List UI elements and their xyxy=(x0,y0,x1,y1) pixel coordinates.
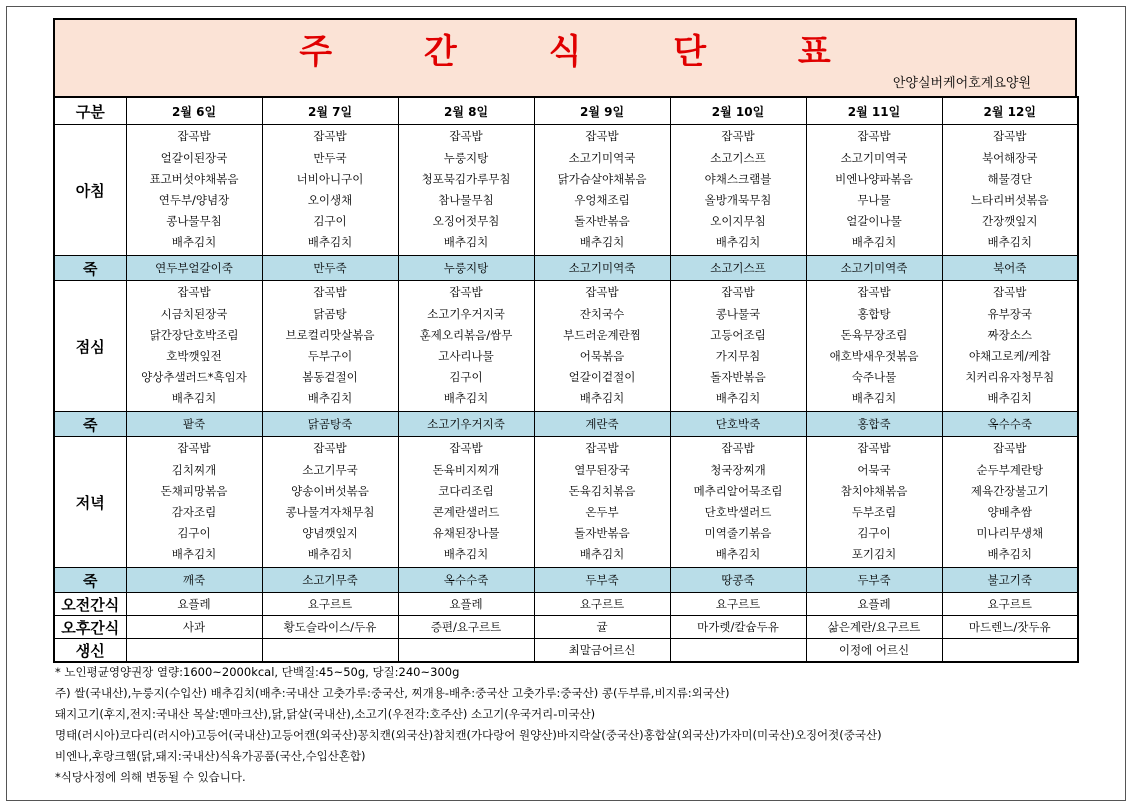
menu-item: 유채된장나물 xyxy=(432,526,500,541)
footnote-line: 명태(러시아)코다리(러시아)고등어(국내산)고등어캔(외국산)꽁치캔(외국산)참치캔(가다랑어 원양산)바지락살(중국산)홍합살(외국산)가자미(미국산)오징어젓(중국산) xyxy=(55,728,882,742)
menu-item: 느타리버섯볶음 xyxy=(970,193,1049,207)
menu-item: 오이생채 xyxy=(307,193,353,207)
snack-row xyxy=(54,593,1078,616)
menu-item: 오징어젓무침 xyxy=(432,214,500,229)
porridge-cell: 단호박죽 xyxy=(670,412,806,437)
menu-item: 단호박샐러드 xyxy=(704,505,772,519)
menu-item: 무나물 xyxy=(857,193,891,207)
menu-item: 잡곡밥 xyxy=(857,285,891,300)
menu-item: 미역줄기볶음 xyxy=(704,526,772,541)
menu-item: 우엉채조림 xyxy=(574,193,630,207)
menu-item: 배추김치 xyxy=(715,547,761,562)
meal-cell xyxy=(126,281,262,412)
meal-cell xyxy=(806,281,942,412)
porridge-cell: 소고기스프 xyxy=(670,256,806,281)
meal-cell xyxy=(670,437,806,568)
menu-item: 배추김치 xyxy=(443,547,489,562)
snack-cell: 요구르트 xyxy=(262,593,398,616)
snack-cell xyxy=(126,639,262,663)
menu-item: 잡곡밥 xyxy=(585,285,619,300)
menu-item: 잡곡밥 xyxy=(993,441,1027,456)
meal-cell xyxy=(806,125,942,256)
menu-item: 간장깻잎지 xyxy=(981,214,1038,229)
menu-item: 배추김치 xyxy=(579,391,625,406)
menu-item: 잡곡밥 xyxy=(177,285,211,300)
menu-item: 코다리조림 xyxy=(438,483,494,498)
menu-item: 야채고로케/케찹 xyxy=(968,349,1051,363)
meal-row xyxy=(54,437,1078,568)
menu-item: 잡곡밥 xyxy=(993,129,1027,144)
menu-item: 두부구이 xyxy=(307,349,353,363)
menu-item: 가지무침 xyxy=(715,349,761,363)
porridge-cell: 팥죽 xyxy=(126,412,262,437)
menu-item: 김구이 xyxy=(177,526,211,541)
meal-label: 아침 xyxy=(54,125,126,256)
menu-item: 감자조림 xyxy=(171,505,217,519)
snack-cell xyxy=(262,639,398,663)
porridge-label: 죽 xyxy=(54,256,126,281)
menu-item: 만두국 xyxy=(313,150,347,165)
menu-item: 참치야채볶음 xyxy=(840,483,908,498)
snack-cell: 최말금어르신 xyxy=(534,639,670,663)
snack-cell: 마가렛/칼슘두유 xyxy=(670,616,806,639)
snack-cell: 요구르트 xyxy=(534,593,670,616)
porridge-cell: 소고기미역죽 xyxy=(534,256,670,281)
meal-row xyxy=(54,125,1078,256)
porridge-cell: 누룽지탕 xyxy=(398,256,534,281)
menu-item: 온두부 xyxy=(585,505,619,519)
menu-item: 훈제오리볶음/쌈무 xyxy=(419,327,513,342)
snack-row xyxy=(54,616,1078,639)
porridge-cell: 깨죽 xyxy=(126,568,262,593)
menu-item: 닭가슴살야채볶음 xyxy=(557,171,647,186)
menu-item: 봄동겉절이 xyxy=(302,370,358,385)
day-header: 2월 6일 xyxy=(126,97,262,125)
porridge-cell: 소고기무죽 xyxy=(262,568,398,593)
menu-item: 잡곡밥 xyxy=(313,285,347,300)
menu-item: 잡곡밥 xyxy=(721,129,755,144)
menu-item: 잡곡밥 xyxy=(585,129,619,144)
menu-item: 돌자반볶음 xyxy=(574,526,630,541)
menu-item: 배추김치 xyxy=(171,235,217,250)
menu-item: 양상추샐러드*흑임자 xyxy=(141,370,247,385)
menu-item: 배추김치 xyxy=(987,547,1032,562)
menu-item: 잡곡밥 xyxy=(449,441,483,456)
menu-item: 시금치된장국 xyxy=(160,306,228,321)
menu-item: 잡곡밥 xyxy=(313,129,347,144)
snack-cell: 요플레 xyxy=(398,593,534,616)
menu-item: 고사리나물 xyxy=(438,349,494,363)
meal-cell xyxy=(534,281,670,412)
snack-cell xyxy=(398,639,534,663)
menu-item: 애호박새우젓볶음 xyxy=(829,349,919,363)
snack-cell: 증편/요구르트 xyxy=(398,616,534,639)
porridge-label: 죽 xyxy=(54,412,126,437)
snack-label: 오전간식 xyxy=(54,593,126,616)
menu-item: 잡곡밥 xyxy=(721,285,755,300)
snack-row xyxy=(54,639,1078,663)
menu-item: 소고기우거지국 xyxy=(427,306,505,321)
menu-item: 잡곡밥 xyxy=(449,129,483,144)
menu-item: 해물경단 xyxy=(987,171,1032,186)
menu-item: 배추김치 xyxy=(579,235,625,250)
menu-item: 배추김치 xyxy=(987,391,1032,406)
menu-item: 배추김치 xyxy=(851,391,897,406)
snack-label: 오후간식 xyxy=(54,616,126,639)
menu-item: 잡곡밥 xyxy=(177,129,211,144)
snack-cell: 요구르트 xyxy=(670,593,806,616)
menu-item: 배추김치 xyxy=(171,547,217,562)
menu-item: 소고기무국 xyxy=(302,462,358,477)
menu-item: 돈육무장조림 xyxy=(840,327,908,342)
porridge-cell: 두부죽 xyxy=(806,568,942,593)
menu-item: 잡곡밥 xyxy=(177,441,211,456)
meal-cell xyxy=(534,437,670,568)
menu-item: 열무된장국 xyxy=(574,462,630,477)
menu-item: 포기김치 xyxy=(851,547,897,562)
menu-item: 소고기스프 xyxy=(710,150,766,165)
menu-item: 소고기미역국 xyxy=(568,150,636,165)
meal-cell xyxy=(942,437,1078,568)
porridge-cell: 홍합죽 xyxy=(806,412,942,437)
menu-item: 홍합탕 xyxy=(857,306,891,321)
menu-item: 배추김치 xyxy=(171,391,217,406)
snack-cell: 귤 xyxy=(534,616,670,639)
footnote-line: * 노인평균영양권장 열량:1600~2000kcal, 단백질:45~50g, 당질:240~300g xyxy=(55,665,460,679)
meal-row xyxy=(54,281,1078,412)
footnote-line: *식당사정에 의해 변동될 수 있습니다. xyxy=(55,770,246,784)
menu-item: 표고버섯야채볶음 xyxy=(149,171,239,186)
porridge-cell: 북어죽 xyxy=(942,256,1078,281)
menu-item: 닭간장단호박조림 xyxy=(149,327,239,342)
menu-item: 배추김치 xyxy=(987,235,1032,250)
porridge-cell: 불고기죽 xyxy=(942,568,1078,593)
porridge-row xyxy=(54,256,1078,281)
snack-cell: 사과 xyxy=(126,616,262,639)
menu-item: 김구이 xyxy=(449,370,483,385)
day-header: 2월 9일 xyxy=(534,97,670,125)
snack-cell: 요플레 xyxy=(806,593,942,616)
menu-item: 콩나물겨자채무침 xyxy=(285,505,375,519)
menu-item: 잡곡밥 xyxy=(993,285,1027,300)
meal-cell xyxy=(942,125,1078,256)
meal-cell xyxy=(262,281,398,412)
snack-cell: 황도슬라이스/두유 xyxy=(262,616,398,639)
menu-item: 누룽지탕 xyxy=(443,150,489,165)
day-header: 2월 12일 xyxy=(942,97,1078,125)
menu-item: 돈육비지찌개 xyxy=(432,462,500,477)
meal-cell xyxy=(942,281,1078,412)
porridge-row xyxy=(54,568,1078,593)
menu-item: 청포묵김가루무침 xyxy=(421,171,511,186)
meal-cell xyxy=(398,437,534,568)
menu-item: 잡곡밥 xyxy=(313,441,347,456)
meal-cell xyxy=(534,125,670,256)
menu-item: 김구이 xyxy=(857,526,891,541)
footnotes xyxy=(55,662,882,788)
menu-sheet xyxy=(53,18,1077,663)
day-header: 2월 11일 xyxy=(806,97,942,125)
menu-item: 두부조림 xyxy=(851,505,897,519)
menu-item: 배추김치 xyxy=(307,547,353,562)
menu-item: 배추김치 xyxy=(851,235,897,250)
menu-item: 콩나물국 xyxy=(715,306,761,321)
porridge-cell: 땅콩죽 xyxy=(670,568,806,593)
menu-item: 양송이버섯볶음 xyxy=(291,483,369,498)
menu-item: 제육간장불고기 xyxy=(970,483,1049,498)
category-header: 구분 xyxy=(54,97,126,125)
porridge-cell: 소고기우거지죽 xyxy=(398,412,534,437)
menu-item: 연두부/양념장 xyxy=(158,193,230,207)
menu-item: 짜장소스 xyxy=(987,327,1032,342)
menu-item: 배추김치 xyxy=(715,235,761,250)
menu-item: 얼갈이나물 xyxy=(846,214,902,229)
snack-cell xyxy=(942,639,1078,663)
menu-item: 오이지무침 xyxy=(710,214,766,229)
meal-cell xyxy=(670,281,806,412)
snack-cell: 마드렌느/잣두유 xyxy=(942,616,1078,639)
menu-item: 얼갈이된장국 xyxy=(160,150,228,165)
menu-item: 야채스크램블 xyxy=(704,171,772,186)
menu-item: 청국장찌개 xyxy=(710,462,766,477)
menu-item: 숙주나물 xyxy=(851,370,897,385)
menu-item: 김구이 xyxy=(313,214,347,229)
porridge-cell: 닭곰탕죽 xyxy=(262,412,398,437)
menu-item: 부드러운계란찜 xyxy=(563,327,641,342)
day-header: 2월 10일 xyxy=(670,97,806,125)
menu-item: 배추김치 xyxy=(579,547,625,562)
menu-item: 잡곡밥 xyxy=(857,129,891,144)
snack-label: 생신 xyxy=(54,639,126,663)
org-name: 안양실버케어호계요양원 xyxy=(892,76,1031,91)
porridge-cell: 만두죽 xyxy=(262,256,398,281)
menu-item: 잡곡밥 xyxy=(721,441,755,456)
menu-item: 잔치국수 xyxy=(579,306,625,321)
menu-header xyxy=(53,18,1077,96)
menu-item: 너비아니구이 xyxy=(296,171,364,186)
porridge-cell: 소고기미역죽 xyxy=(806,256,942,281)
menu-item: 돈육김치볶음 xyxy=(568,483,636,498)
porridge-cell: 두부죽 xyxy=(534,568,670,593)
day-header: 2월 8일 xyxy=(398,97,534,125)
day-header: 2월 7일 xyxy=(262,97,398,125)
menu-item: 올방개묵무침 xyxy=(704,193,772,207)
snack-cell: 요플레 xyxy=(126,593,262,616)
meal-cell xyxy=(398,281,534,412)
menu-item: 잡곡밥 xyxy=(857,441,891,456)
menu-item: 잡곡밥 xyxy=(449,285,483,300)
menu-item: 돈채피망볶음 xyxy=(160,483,228,498)
menu-item: 콘계란샐러드 xyxy=(432,505,500,519)
meal-cell xyxy=(398,125,534,256)
menu-item: 어묵국 xyxy=(857,462,891,477)
menu-item: 브로컬리맛살볶음 xyxy=(285,327,375,342)
meal-cell xyxy=(670,125,806,256)
footnote-line: 비엔나,후랑크햄(닭,돼지:국내산)식육가공품(국산,수입산혼합) xyxy=(55,749,366,763)
menu-item: 치커리유자청무침 xyxy=(965,370,1055,385)
page-title: 주 간 식 단 표 xyxy=(299,32,871,72)
menu-item: 양배추쌈 xyxy=(987,505,1032,519)
menu-item: 배추김치 xyxy=(307,235,353,250)
meal-cell xyxy=(806,437,942,568)
snack-cell xyxy=(670,639,806,663)
menu-item: 얼갈이겉절이 xyxy=(568,370,636,385)
meal-cell xyxy=(126,437,262,568)
meal-cell xyxy=(126,125,262,256)
menu-item: 배추김치 xyxy=(443,391,489,406)
menu-item: 메추리알어묵조림 xyxy=(693,483,783,498)
porridge-cell: 옥수수죽 xyxy=(398,568,534,593)
menu-item: 돌자반볶음 xyxy=(710,370,766,385)
porridge-cell: 옥수수죽 xyxy=(942,412,1078,437)
menu-item: 호박깻잎전 xyxy=(166,349,222,363)
menu-item: 배추김치 xyxy=(307,391,353,406)
porridge-cell: 계란죽 xyxy=(534,412,670,437)
snack-cell: 삶은계란/요구르트 xyxy=(806,616,942,639)
menu-item: 닭곰탕 xyxy=(313,306,347,321)
menu-item: 배추김치 xyxy=(443,235,489,250)
menu-item: 고등어조림 xyxy=(710,327,766,342)
meal-cell xyxy=(262,125,398,256)
menu-item: 소고기미역국 xyxy=(840,150,908,165)
menu-item: 비엔나양파볶음 xyxy=(835,171,913,186)
menu-item: 참나물무침 xyxy=(438,193,494,207)
footnote-line: 돼지고기(후지,전지:국내산 목살:멘마크산),닭,닭살(국내산),소고기(우전각:호주산) 소고기(우국거리-미국산) xyxy=(55,707,596,721)
day-header-row xyxy=(54,97,1078,125)
menu-item: 돌자반볶음 xyxy=(574,214,630,229)
meal-label: 저녁 xyxy=(54,437,126,568)
snack-cell: 이정에 어르신 xyxy=(806,639,942,663)
menu-item: 잡곡밥 xyxy=(585,441,619,456)
menu-item: 양념깻잎지 xyxy=(302,526,358,541)
meal-cell xyxy=(262,437,398,568)
menu-item: 김치찌개 xyxy=(171,462,217,477)
menu-item: 순두부계란탕 xyxy=(976,462,1044,477)
meal-label: 점심 xyxy=(54,281,126,412)
menu-item: 콩나물무침 xyxy=(166,214,222,229)
footnote-line: 주) 쌀(국내산),누룽지(수입산) 배추김치(배추:국내산 고춧가루:중국산, 찌개용-배추:중국산 고춧가루:중국산) 콩(두부류,비지류:외국산) xyxy=(55,686,730,700)
porridge-row xyxy=(54,412,1078,437)
menu-item: 유부장국 xyxy=(987,306,1032,321)
menu-item: 북어해장국 xyxy=(981,150,1038,165)
porridge-label: 죽 xyxy=(54,568,126,593)
porridge-cell: 연두부얼갈이죽 xyxy=(126,256,262,281)
menu-item: 배추김치 xyxy=(715,391,761,406)
snack-cell: 요구르트 xyxy=(942,593,1078,616)
menu-item: 어묵볶음 xyxy=(579,349,625,363)
menu-item: 미나리무생채 xyxy=(976,526,1044,541)
menu-table xyxy=(53,96,1079,663)
